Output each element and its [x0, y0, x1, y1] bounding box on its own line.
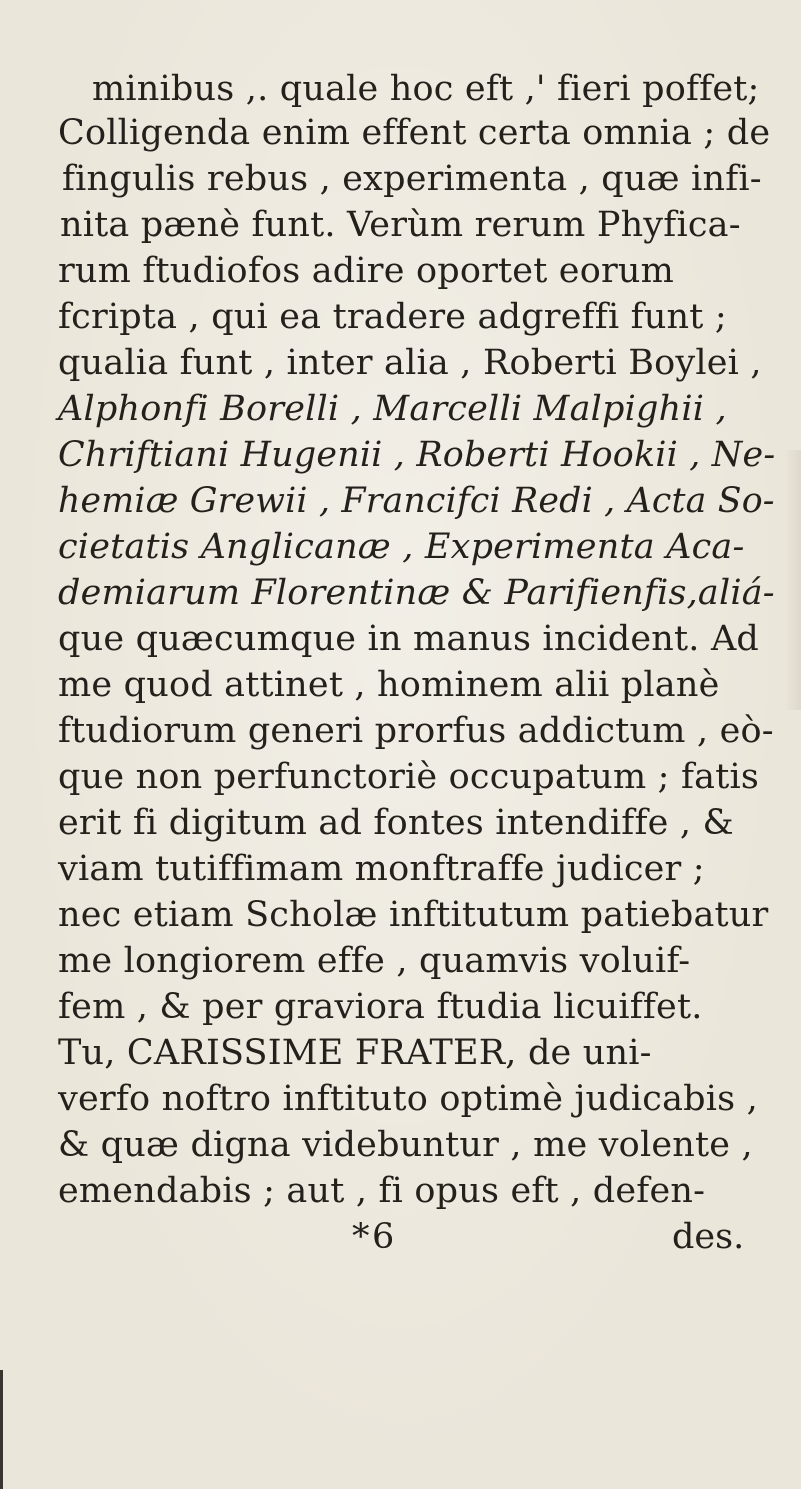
text-line: ftudiorum generi prorfus addictum , eò-	[58, 711, 774, 751]
text-line: demiarum Florentinæ & Parifienfis,aliá-	[58, 573, 775, 613]
signature-mark: *	[352, 1217, 370, 1257]
text-line: emendabis ; aut , fi opus eft , defen-	[58, 1171, 706, 1211]
text-line: me longiorem effe , quamvis voluif-	[58, 941, 691, 981]
text-line: cietatis Anglicanæ , Experimenta Aca-	[58, 527, 745, 567]
text-line: nec etiam Scholæ inftitutum patiebatur	[58, 895, 769, 935]
text-line: Colligenda enim effent certa omnia ; de	[58, 113, 771, 153]
text-line: me quod attinet , hominem alii planè	[58, 665, 720, 705]
page-number: 6	[372, 1217, 395, 1257]
text-line: fingulis rebus , experimenta , quæ infi-	[62, 159, 762, 199]
page-edge-shadow	[784, 450, 801, 710]
text-line: & quæ digna videbuntur , me volente ,	[58, 1125, 753, 1165]
text-line: qualia funt , inter alia , Roberti Boylei ,	[58, 343, 762, 383]
text-line: que non perfunctoriè occupatum ; fatis	[58, 757, 760, 797]
text-line: Tu, CARISSIME FRATER, de uni-	[58, 1033, 652, 1073]
gutter-line	[0, 1370, 3, 1489]
text-line: nita pænè funt. Verùm rerum Phyfica-	[60, 205, 741, 245]
text-line: fcripta , qui ea tradere adgreffi funt ;	[58, 297, 727, 337]
text-line: verfo noftro inftituto optimè judicabis ,	[58, 1079, 758, 1119]
text-line: viam tutiffimam monftraffe judicer ;	[58, 849, 705, 889]
page-footer	[0, 1214, 801, 1260]
text-line: rum ftudiofos adire oportet eorum	[58, 251, 675, 291]
text-line: Chriftiani Hugenii , Roberti Hookii , Ne-	[58, 435, 776, 475]
text-line: que quæcumque in manus incident. Ad	[58, 619, 760, 659]
text-line: Alphonfi Borelli , Marcelli Malpighii ,	[58, 389, 727, 429]
text-line: fem , & per graviora ftudia licuiffet.	[58, 987, 703, 1027]
text-line: erit fi digitum ad fontes intendiffe , &	[58, 803, 734, 843]
text-line: hemiæ Grewii , Francifci Redi , Acta So-	[58, 481, 775, 521]
text-line: minibus ,. quale hoc eft ,' fieri poffet;	[92, 69, 760, 109]
catchword: des.	[672, 1217, 745, 1257]
